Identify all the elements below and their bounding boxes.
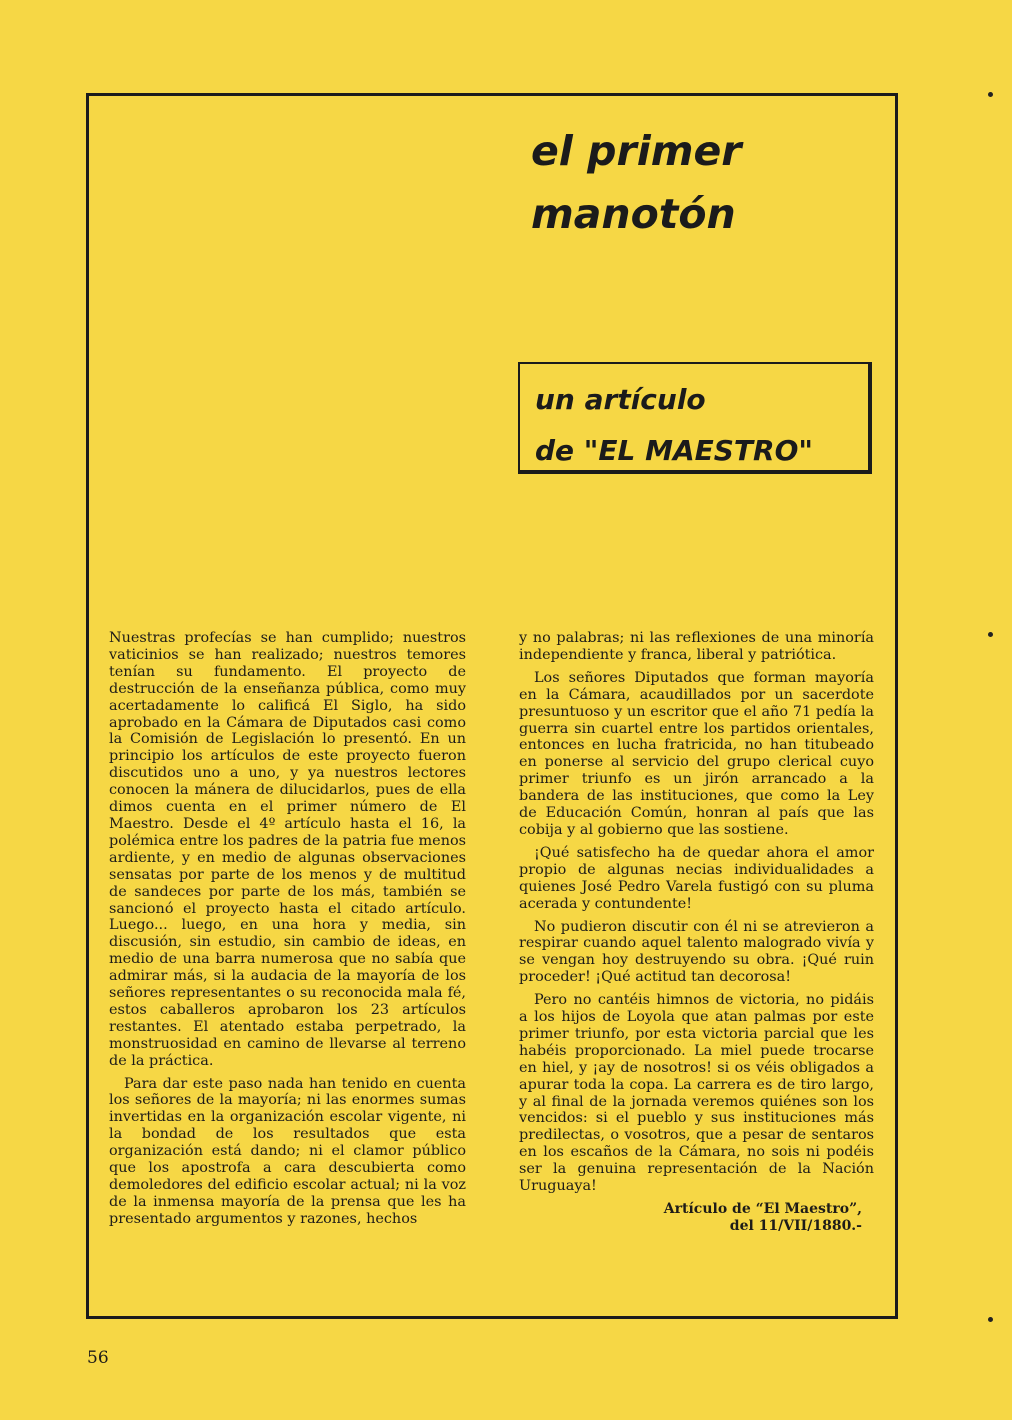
paragraph: ¡Qué satisfecho ha de quedar ahora el amor propio de algunas necias individualidades a quienes José Pedro Varela fustigó con su pluma acerada y contundente! [519,844,874,912]
signature-line-1: Artículo de “El Maestro”, [663,1201,862,1217]
right-column [519,630,874,1235]
article-title [531,120,831,246]
subtitle-line-2: de "EL MAESTRO" [535,434,813,467]
subtitle-line-1: un artículo [535,383,706,416]
subtitle-box [518,362,872,474]
title-line-2: manotón [531,190,736,238]
paragraph: Nuestras profecías se han cumplido; nuestros vaticinios se han realizado; nuestros temores tenían su fundamento. El proyecto de destrucción de la enseñanza pública, como muy acertadamente lo calificá El Siglo, ha sido aprobado en la Cámara de Diputados casi como la Comisión de Legislación lo presentó. En un principio los artículos de este proyecto fueron discutidos uno a uno, y ya nuestros lectores conocen la mánera de dilucidarlos, pues de ella dimos cuenta en el primer número de El Maestro. Desde el 4º artículo hasta el 16, la polémica entre los padres de la patria fue menos ardiente, y en medio de algunas observaciones sensatas por parte de los menos y de multitud de sandeces por parte de los más, también se sancionó el proyecto hasta el citado artículo. Luego... luego, en una hora y media, sin discusión, sin estudio, sin cambio de ideas, en medio de una barra numerosa que no sabía que admirar más, si la audacia de la mayoría de los señores representantes o su reconocida mala fé, estos caballeros aprobaron los 23 artículos restantes. El atentado estaba perpetrado, la monstruosidad en camino de llevarse al terreno de la práctica. [109,630,467,1069]
margin-dot [988,92,993,97]
paragraph: y no palabras; ni las reflexiones de una minoría independiente y franca, liberal y patriótica. [519,630,874,663]
left-column [109,630,466,1234]
paragraph: Pero no cantéis himnos de victoria, no pidáis a los hijos de Loyola que atan palmas por este primer triunfo, por esta victoria parcial que les habéis proporcionado. La miel puede trocarse en hiel, y ¡ay de nosotros! si os véis obligados a apurar toda la copa. La carrera es de tiro largo, y al final de la jornada veremos quiénes son los vencidos: si el pueblo y sus instituciones más predilectas, o vosotros, que a pesar de sentaros en los escaños de la Cámara, no sois ni podéis ser la genuina representación de la Nación Uruguaya! [519,992,874,1195]
article-signature [519,1201,874,1235]
margin-dot [988,1317,993,1322]
paragraph: No pudieron discutir con él ni se atrevieron a respirar cuando aquel talento malogrado vivía y se vengan hoy destruyendo su obra. ¡Qué ruin proceder! ¡Qué actitud tan decorosa! [519,918,874,986]
signature-line-2: del 11/VII/1880.- [729,1218,862,1234]
margin-dot [988,632,993,637]
page-number: 56 [87,1348,109,1368]
title-line-1: el primer [531,127,742,175]
paragraph: Para dar este paso nada han tenido en cuenta los señores de la mayoría; ni las enormes sumas invertidas en la organización escolar vigente, ni la bondad de los resultados que esta organización está dando; ni el clamor público que los apostrofa a cara descubierta como demoledores del edificio escolar actual; ni la voz de la inmensa mayoría de la prensa que les ha presentado argumentos y razones, hechos [109,1075,466,1227]
paragraph: Los señores Diputados que forman mayoría en la Cámara, acaudillados por un sacerdote presuntuoso y un escritor que el año 71 pedía la guerra sin cuartel entre los partidos orientales, entonces en lucha fratricida, no han titubeado en ponerse al servicio del grupo clerical cuyo primer triunfo es un jirón arrancado a la bandera de las instituciones, que como la Ley de Educación Común, honran al país que las cobija y al gobierno que las sostiene. [519,669,874,838]
